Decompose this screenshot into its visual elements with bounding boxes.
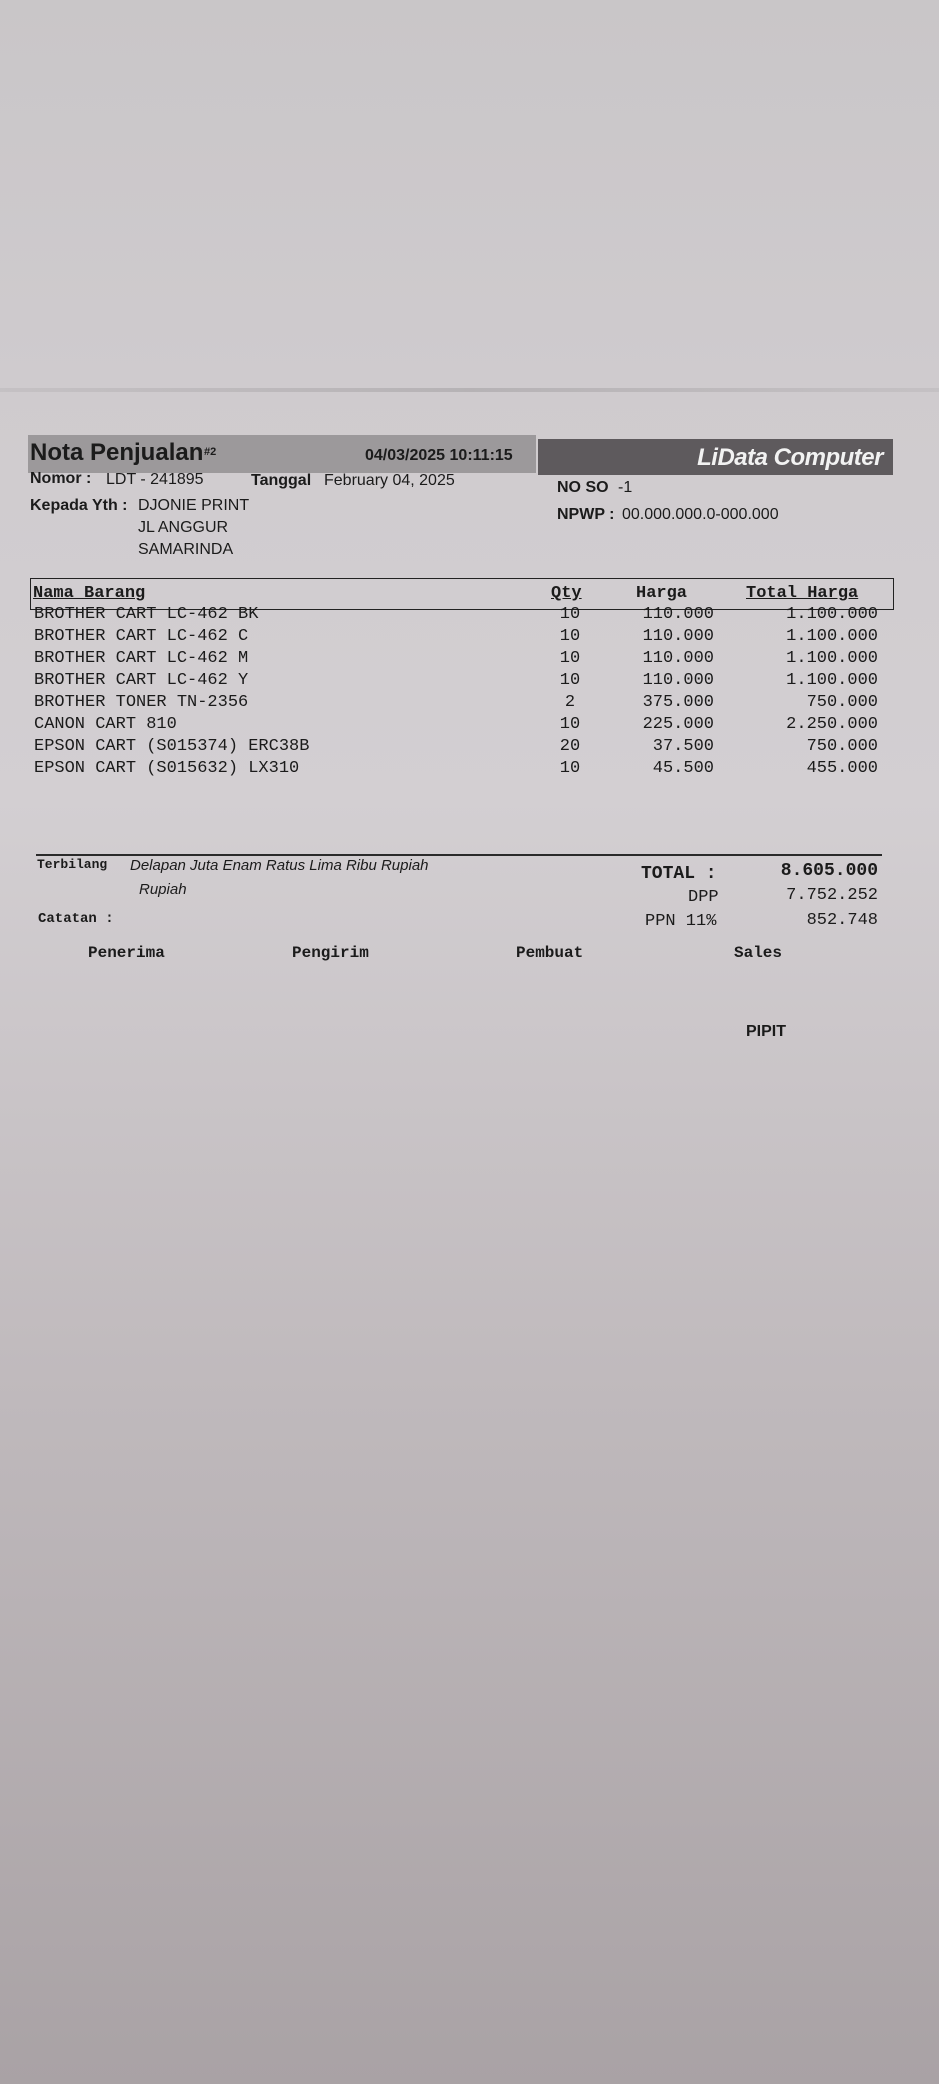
customer-address-2: SAMARINDA xyxy=(138,541,234,558)
item-name: EPSON CART (S015632) LX310 xyxy=(34,759,300,778)
noso-label: NO SO xyxy=(557,479,609,496)
col-header-qty: Qty xyxy=(551,584,582,603)
table-row xyxy=(0,737,939,759)
terbilang-label: Terbilang xyxy=(37,857,108,872)
item-name: CANON CART 810 xyxy=(34,715,177,734)
ppn-label: PPN 11% xyxy=(645,912,717,931)
tanggal-label: Tanggal xyxy=(251,472,312,489)
item-qty: 10 xyxy=(559,627,581,646)
item-price: 110.000 xyxy=(642,671,714,690)
kepada-label: Kepada Yth : xyxy=(30,497,128,514)
item-qty: 10 xyxy=(559,715,581,734)
item-qty: 10 xyxy=(559,605,581,624)
signature-penerima: Penerima xyxy=(88,944,165,962)
table-row xyxy=(0,627,939,649)
noso-value: -1 xyxy=(618,479,633,496)
total-value: 8.605.000 xyxy=(780,861,878,881)
signature-pembuat: Pembuat xyxy=(516,944,584,962)
col-header-name: Nama Barang xyxy=(33,584,146,603)
item-total: 1.100.000 xyxy=(786,605,878,624)
npwp-label: NPWP : xyxy=(557,506,615,523)
item-total: 750.000 xyxy=(806,737,878,756)
tanggal-value: February 04, 2025 xyxy=(324,472,455,489)
nomor-label: Nomor : xyxy=(30,470,92,487)
table-row xyxy=(0,759,939,781)
item-qty: 20 xyxy=(559,737,581,756)
item-total: 1.100.000 xyxy=(786,671,878,690)
item-qty: 10 xyxy=(559,759,581,778)
item-total: 1.100.000 xyxy=(786,649,878,668)
col-header-total: Total Harga xyxy=(746,584,859,603)
document-title: Nota Penjualan xyxy=(30,439,204,466)
item-price: 37.500 xyxy=(652,737,714,756)
item-price: 110.000 xyxy=(642,649,714,668)
table-row xyxy=(0,693,939,715)
item-name: BROTHER TONER TN-2356 xyxy=(34,693,249,712)
paper-edge xyxy=(0,388,939,392)
copy-mark: #2 xyxy=(204,446,217,458)
sales-name: PIPIT xyxy=(746,1023,787,1040)
item-name: BROTHER CART LC-462 Y xyxy=(34,671,249,690)
table-row xyxy=(0,671,939,693)
nomor-value: LDT - 241895 xyxy=(106,471,204,488)
item-name: BROTHER CART LC-462 C xyxy=(34,627,249,646)
print-datetime: 04/03/2025 10:11:15 xyxy=(365,447,513,464)
item-price: 45.500 xyxy=(652,759,714,778)
item-price: 375.000 xyxy=(642,693,714,712)
item-name: BROTHER CART LC-462 M xyxy=(34,649,249,668)
item-qty: 2 xyxy=(564,693,576,712)
item-total: 2.250.000 xyxy=(786,715,878,734)
npwp-value: 00.000.000.0-000.000 xyxy=(622,506,779,523)
total-label: TOTAL : xyxy=(641,864,717,884)
item-price: 110.000 xyxy=(642,627,714,646)
item-total: 455.000 xyxy=(806,759,878,778)
item-qty: 10 xyxy=(559,671,581,690)
item-qty: 10 xyxy=(559,649,581,668)
item-name: BROTHER CART LC-462 BK xyxy=(34,605,259,624)
customer-name: DJONIE PRINT xyxy=(138,497,250,514)
item-price: 225.000 xyxy=(642,715,714,734)
col-header-price: Harga xyxy=(636,584,688,603)
table-row xyxy=(0,649,939,671)
item-name: EPSON CART (S015374) ERC38B xyxy=(34,737,310,756)
item-total: 750.000 xyxy=(806,693,878,712)
summary-rule xyxy=(36,854,882,856)
table-row xyxy=(0,715,939,737)
dpp-label: DPP xyxy=(688,888,719,907)
signature-pengirim: Pengirim xyxy=(292,944,369,962)
company-name: LiData Computer xyxy=(697,444,883,471)
dpp-value: 7.752.252 xyxy=(786,886,878,905)
ppn-value: 852.748 xyxy=(806,911,878,930)
terbilang-text: Delapan Juta Enam Ratus Lima Ribu Rupiah xyxy=(130,857,429,874)
item-price: 110.000 xyxy=(642,605,714,624)
terbilang-text-2: Rupiah xyxy=(139,881,187,898)
table-row xyxy=(0,605,939,627)
signature-sales: Sales xyxy=(734,944,783,962)
item-total: 1.100.000 xyxy=(786,627,878,646)
company-banner xyxy=(538,439,893,475)
customer-address-1: JL ANGGUR xyxy=(138,519,229,536)
catatan-label: Catatan : xyxy=(38,911,114,927)
